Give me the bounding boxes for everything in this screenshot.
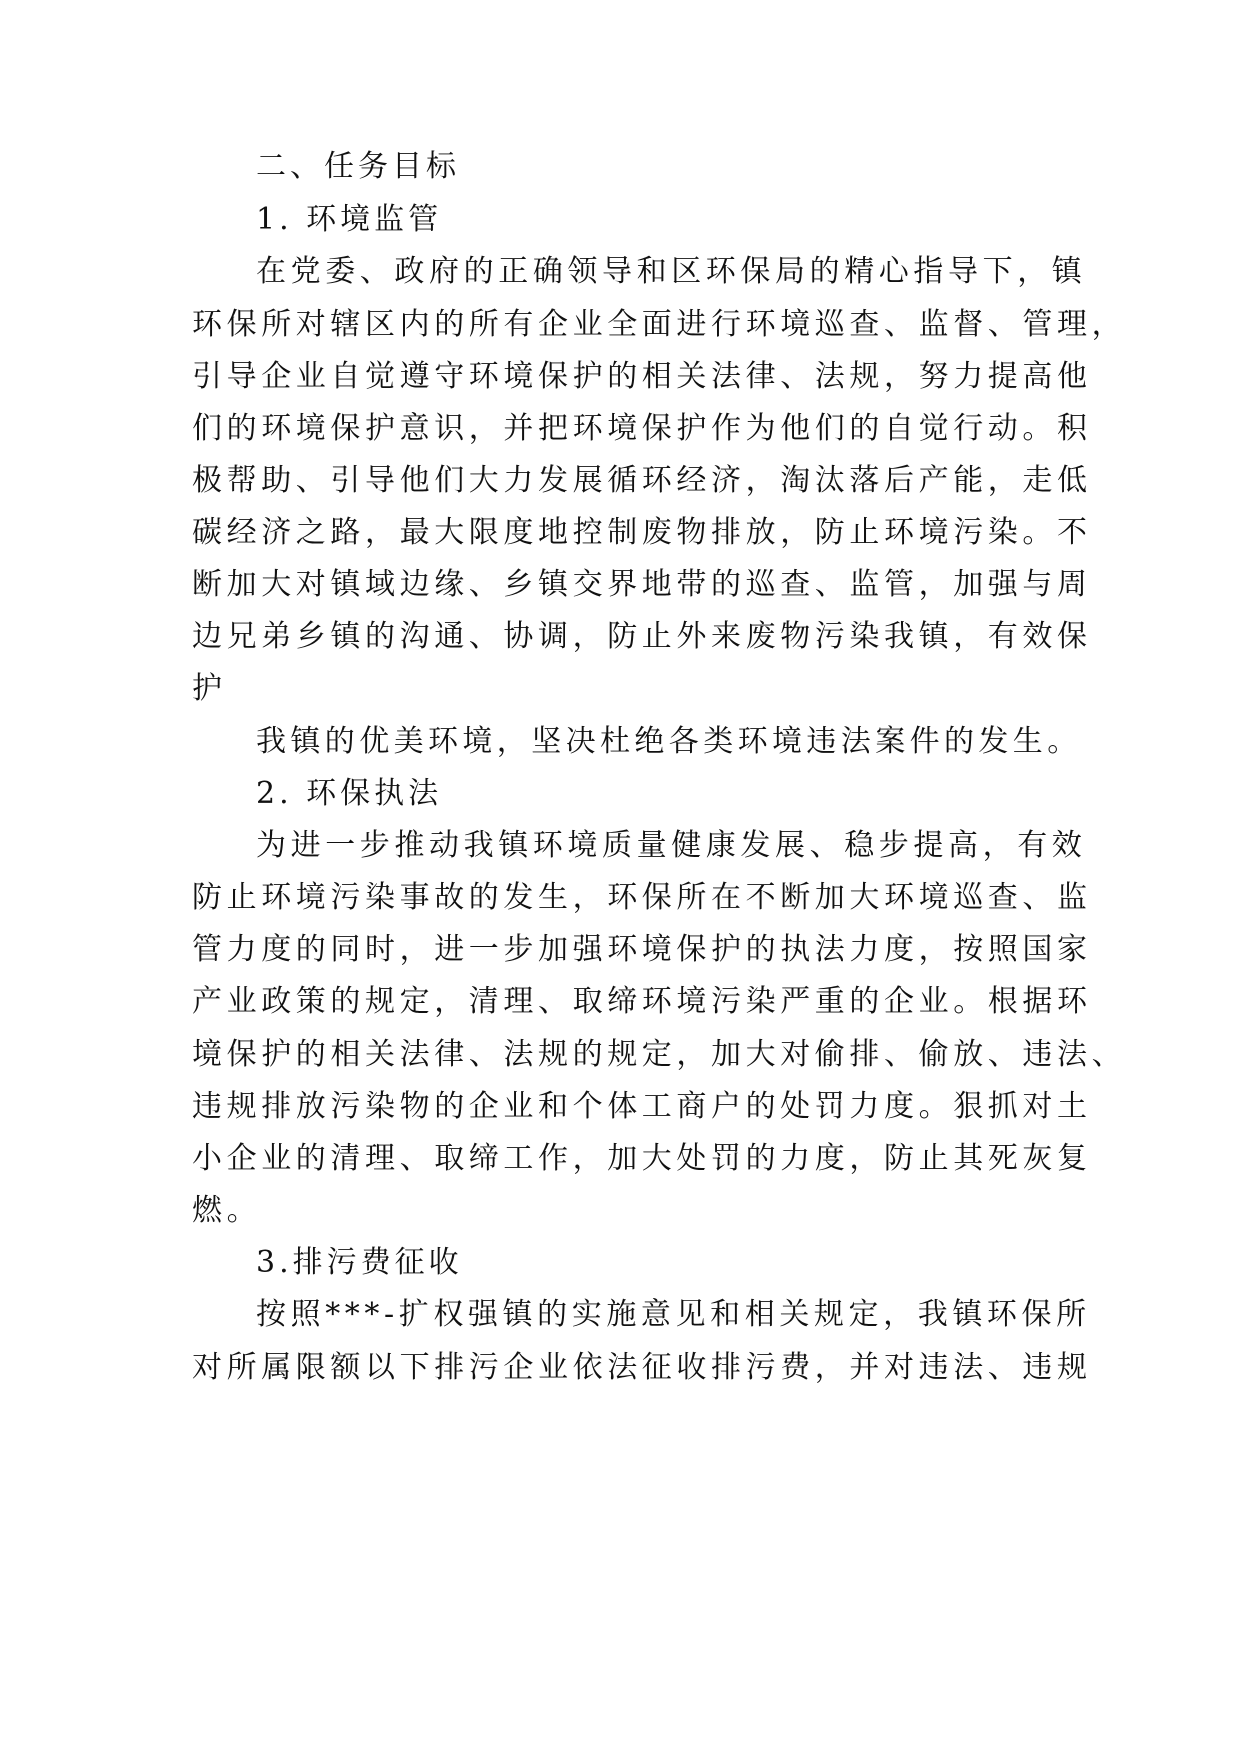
paragraph-line: 在党委、政府的正确领导和区环保局的精心指导下，镇 <box>256 254 1087 289</box>
paragraph-line: 境保护的相关法律、法规的规定，加大对偷排、偷放、违法、 <box>192 1037 1127 1072</box>
paragraph-line: 防止环境污染事故的发生，环保所在不断加大环境巡查、监 <box>192 880 1092 915</box>
paragraph-line: 断加大对镇域边缘、乡镇交界地带的巡查、监管，加强与周 <box>192 567 1092 602</box>
paragraph-line: 小企业的清理、取缔工作，加大处罚的力度，防止其死灰复 <box>192 1141 1092 1176</box>
subsection-heading-3: 3.排污费征收 <box>256 1245 463 1280</box>
paragraph-line: 边兄弟乡镇的沟通、协调，防止外来废物污染我镇，有效保 <box>192 619 1092 654</box>
paragraph-line: 们的环境保护意识，并把环境保护作为他们的自觉行动。积 <box>192 411 1092 446</box>
paragraph-line: 按照***-扩权强镇的实施意见和相关规定，我镇环保所 <box>256 1297 1091 1332</box>
section-heading: 二、任务目标 <box>256 149 460 184</box>
subsection-heading-2: 2. 环保执法 <box>256 776 443 811</box>
paragraph-line: 护 <box>192 671 227 706</box>
paragraph-line: 极帮助、引导他们大力发展循环经济，淘汰落后产能，走低 <box>192 463 1092 498</box>
paragraph-line: 产业政策的规定，清理、取缔环境污染严重的企业。根据环 <box>192 984 1092 1019</box>
paragraph-line: 违规排放污染物的企业和个体工商户的处罚力度。狠抓对土 <box>192 1089 1092 1124</box>
paragraph-line: 为进一步推动我镇环境质量健康发展、稳步提高，有效 <box>256 828 1087 863</box>
paragraph-line: 燃。 <box>192 1193 262 1228</box>
paragraph-line: 管力度的同时，进一步加强环境保护的执法力度，按照国家 <box>192 932 1092 967</box>
paragraph-line: 我镇的优美环境，坚决杜绝各类环境违法案件的发生。 <box>256 724 1082 759</box>
paragraph-line: 引导企业自觉遵守环境保护的相关法律、法规，努力提高他 <box>192 359 1092 394</box>
paragraph-line: 碳经济之路，最大限度地控制废物排放，防止环境污染。不 <box>192 515 1092 550</box>
paragraph-line: 对所属限额以下排污企业依法征收排污费，并对违法、违规 <box>192 1350 1092 1385</box>
subsection-heading-1: 1. 环境监管 <box>256 202 443 237</box>
paragraph-line: 环保所对辖区内的所有企业全面进行环境巡查、监督、管理， <box>192 307 1127 342</box>
